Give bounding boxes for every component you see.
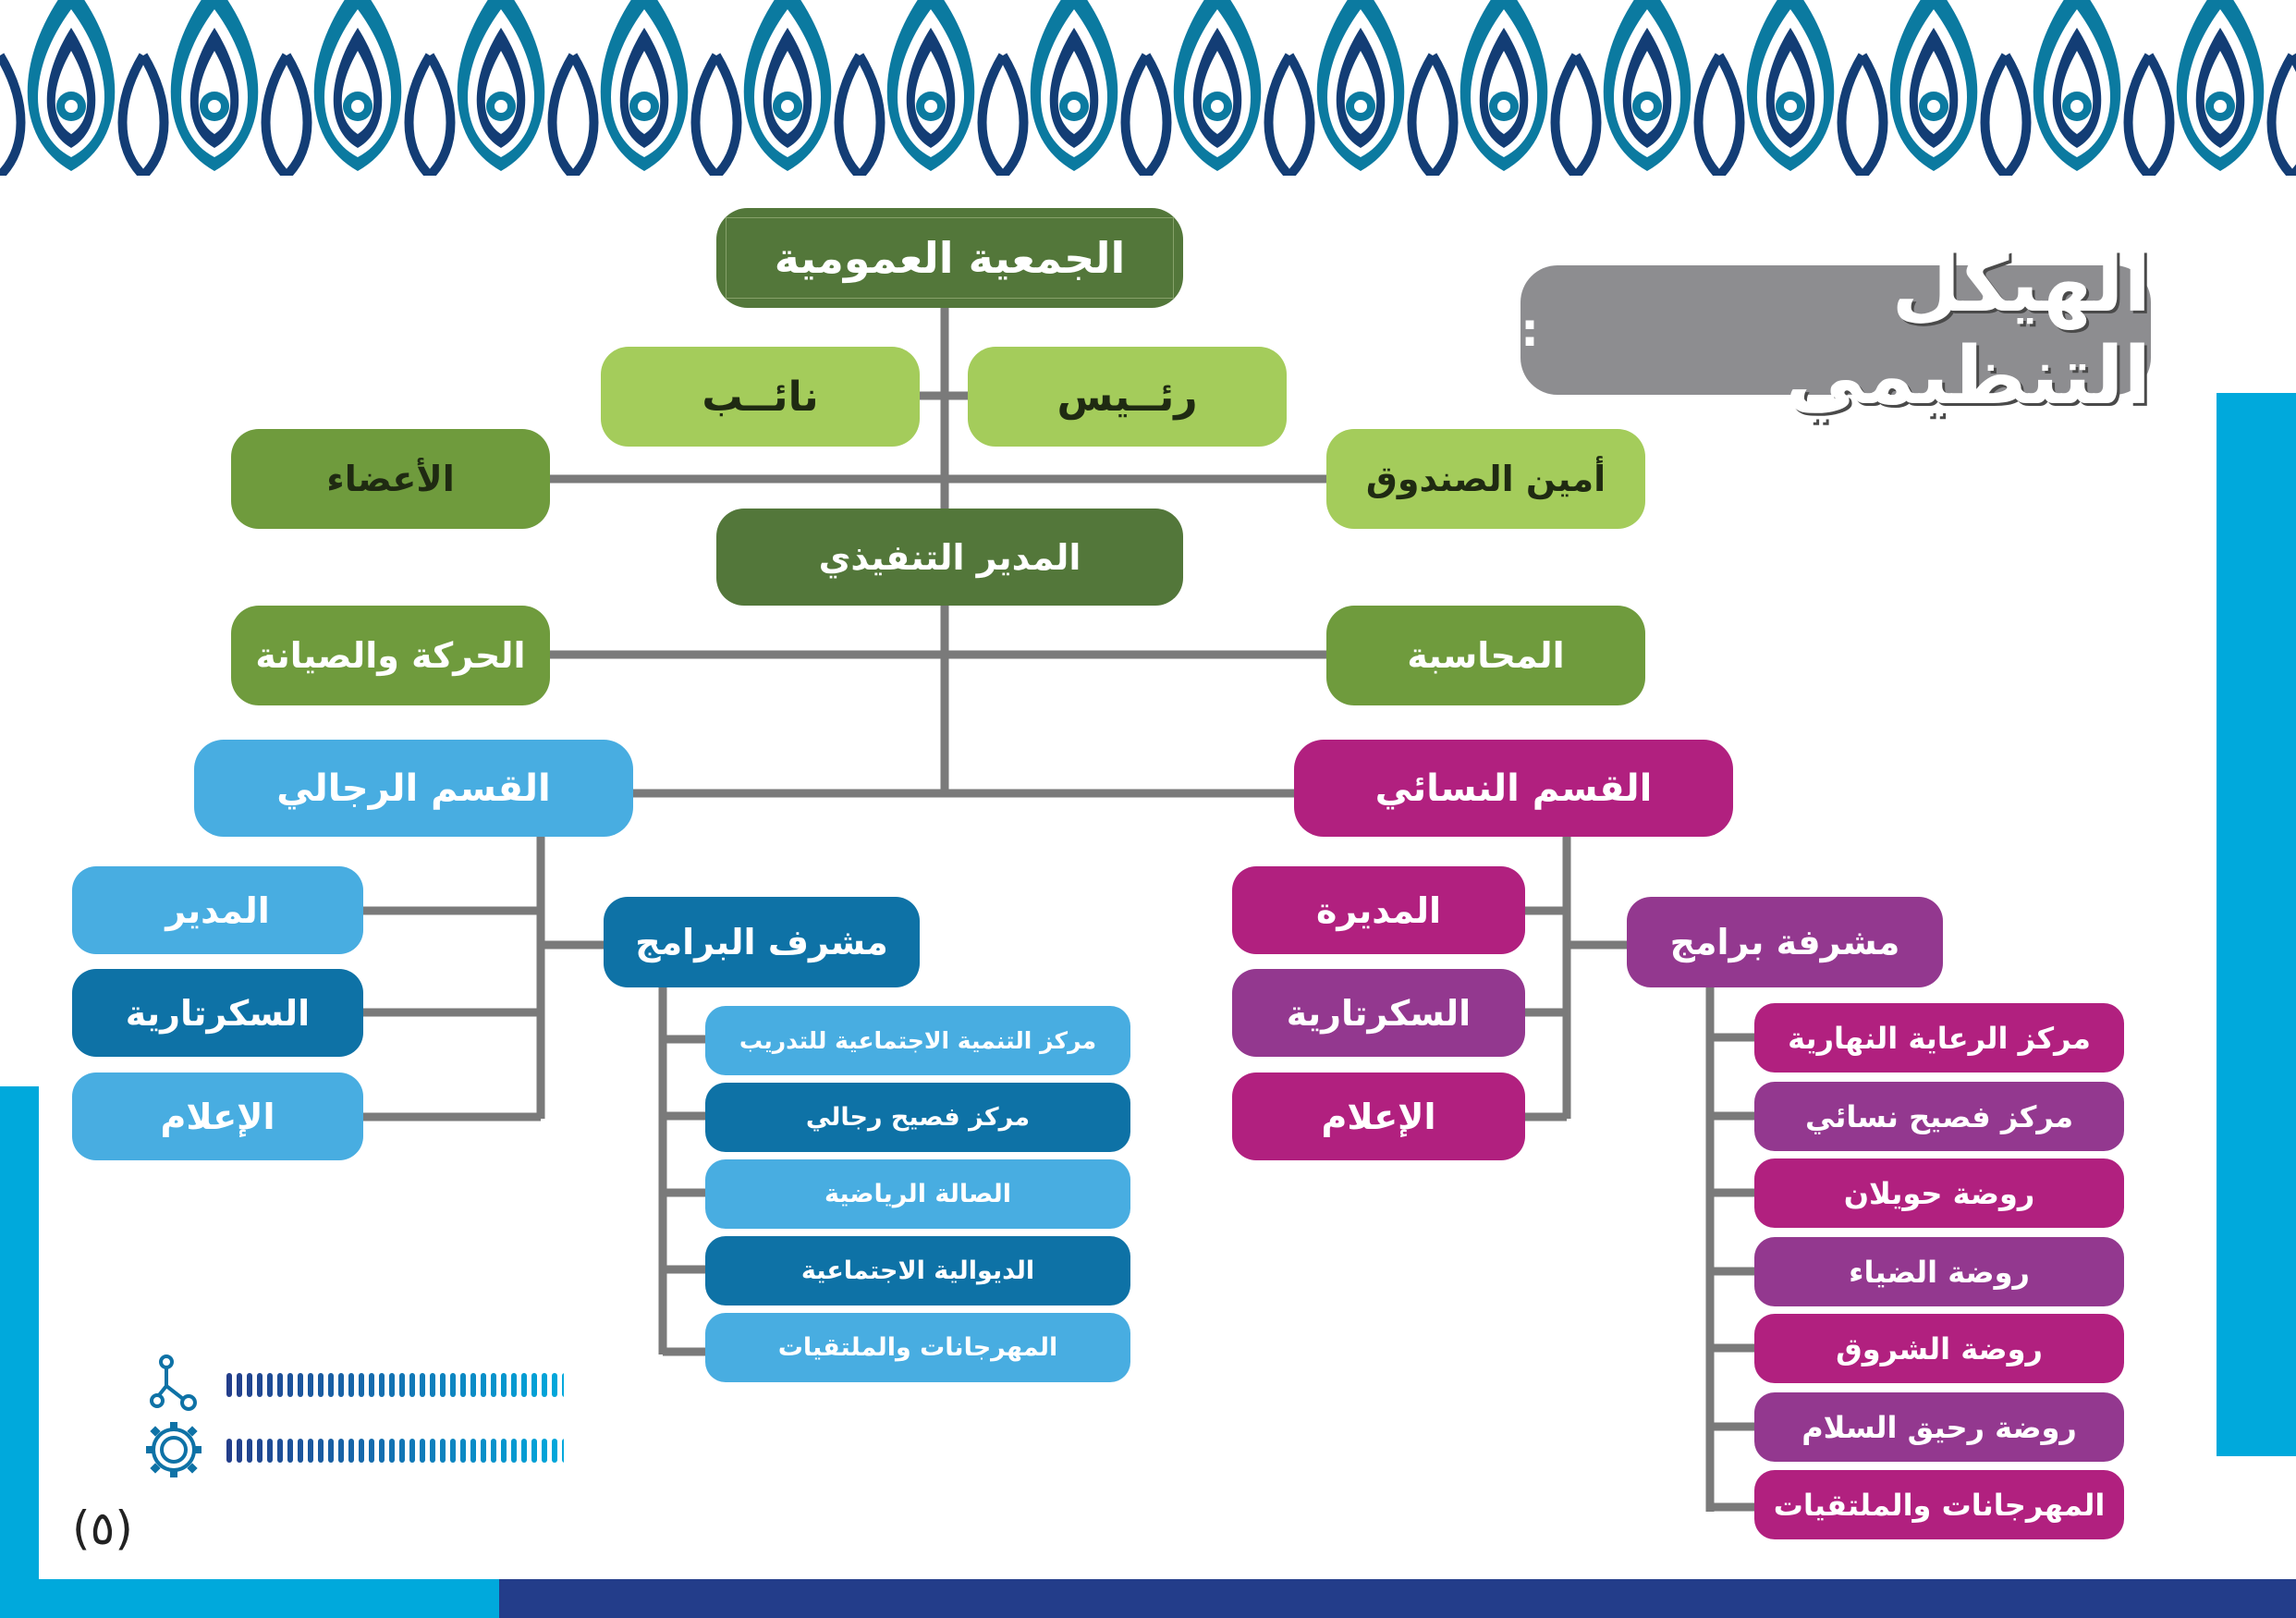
node-label: المهرجانات والملتقيات <box>777 1333 1058 1362</box>
node-women-program <box>1754 1158 2124 1228</box>
node-men-supervisor <box>604 897 920 987</box>
node-label: الحركة والصيانة <box>255 635 526 676</box>
node-label: المدير <box>165 889 270 931</box>
node-label: الأعضاء <box>326 459 455 499</box>
node-men-secretariat <box>72 969 363 1057</box>
node-label: الإعلام <box>1321 1096 1436 1137</box>
node-men-program <box>705 1236 1130 1305</box>
node-women-program <box>1754 1003 2124 1073</box>
node-women-section <box>1294 740 1733 837</box>
node-label: روضة حويلان <box>1843 1175 2035 1211</box>
node-men-program <box>705 1313 1130 1382</box>
node-label: مركز فصيح نسائي <box>1804 1098 2074 1134</box>
node-label: روضة الشروق <box>1836 1330 2043 1367</box>
node-label: الإعلام <box>160 1096 275 1137</box>
node-label: مركز الرعاية النهارية <box>1788 1020 2091 1056</box>
node-executive-director <box>716 509 1183 606</box>
page-number: (٥) <box>72 1502 133 1555</box>
node-label: روضة رحيق السلام <box>1801 1409 2077 1445</box>
title-colon: : <box>1520 303 1539 357</box>
node-label: نائــب <box>702 373 819 421</box>
node-label: أمين الصندوق <box>1365 459 1606 499</box>
node-president <box>968 347 1287 447</box>
node-label: السكرتارية <box>1286 992 1472 1034</box>
dotted-bar <box>226 1373 564 1397</box>
gear-icon <box>143 1419 204 1480</box>
node-label: المحاسبة <box>1407 635 1565 676</box>
node-label: القسم النسائي <box>1374 766 1653 810</box>
node-men-manager <box>72 866 363 954</box>
node-label: مركز التنمية الاجتماعية للتدريب <box>739 1027 1097 1054</box>
node-members <box>231 429 550 529</box>
node-label: المهرجانات والملتقيات <box>1773 1487 2106 1523</box>
node-label: المدير التنفيذي <box>818 536 1081 578</box>
node-accounting <box>1326 606 1645 705</box>
node-women-program <box>1754 1237 2124 1306</box>
network-icon <box>148 1354 200 1412</box>
node-label: روضة الضياء <box>1849 1254 2030 1290</box>
node-women-program <box>1754 1470 2124 1539</box>
node-men-program <box>705 1159 1130 1229</box>
node-frame <box>726 217 1174 299</box>
node-label: القسم الرجالي <box>276 766 551 810</box>
node-vice <box>601 347 920 447</box>
node-men-program <box>705 1083 1130 1152</box>
node-women-secretariat <box>1232 969 1525 1057</box>
node-transport-maintenance <box>231 606 550 705</box>
node-label: مشرفة برامج <box>1669 922 1900 962</box>
node-women-program <box>1754 1314 2124 1383</box>
node-label: الصالة الرياضية <box>824 1180 1011 1208</box>
node-men-program <box>705 1006 1130 1075</box>
node-label: رئــيس <box>1056 373 1198 421</box>
node-women-supervisor <box>1627 897 1943 987</box>
node-women-program <box>1754 1392 2124 1462</box>
page-title: الهيكل التنظيمي <box>1785 238 2151 423</box>
node-treasurer <box>1326 429 1645 529</box>
node-men-media <box>72 1073 363 1160</box>
title-badge <box>1520 238 2151 423</box>
node-men-section <box>194 740 633 837</box>
node-label: السكرتارية <box>125 992 311 1034</box>
node-label: المديرة <box>1315 889 1442 931</box>
node-label: الجمعية العمومية <box>774 233 1126 283</box>
dotted-bar <box>226 1439 564 1463</box>
node-label: مشرف البرامج <box>635 922 888 962</box>
node-label: الديوالية الاجتماعية <box>800 1256 1035 1285</box>
node-label: مركز فصيح رجالي <box>805 1103 1031 1132</box>
node-women-manager <box>1232 866 1525 954</box>
node-women-program <box>1754 1082 2124 1151</box>
node-women-media <box>1232 1073 1525 1160</box>
node-general-assembly <box>716 208 1183 308</box>
